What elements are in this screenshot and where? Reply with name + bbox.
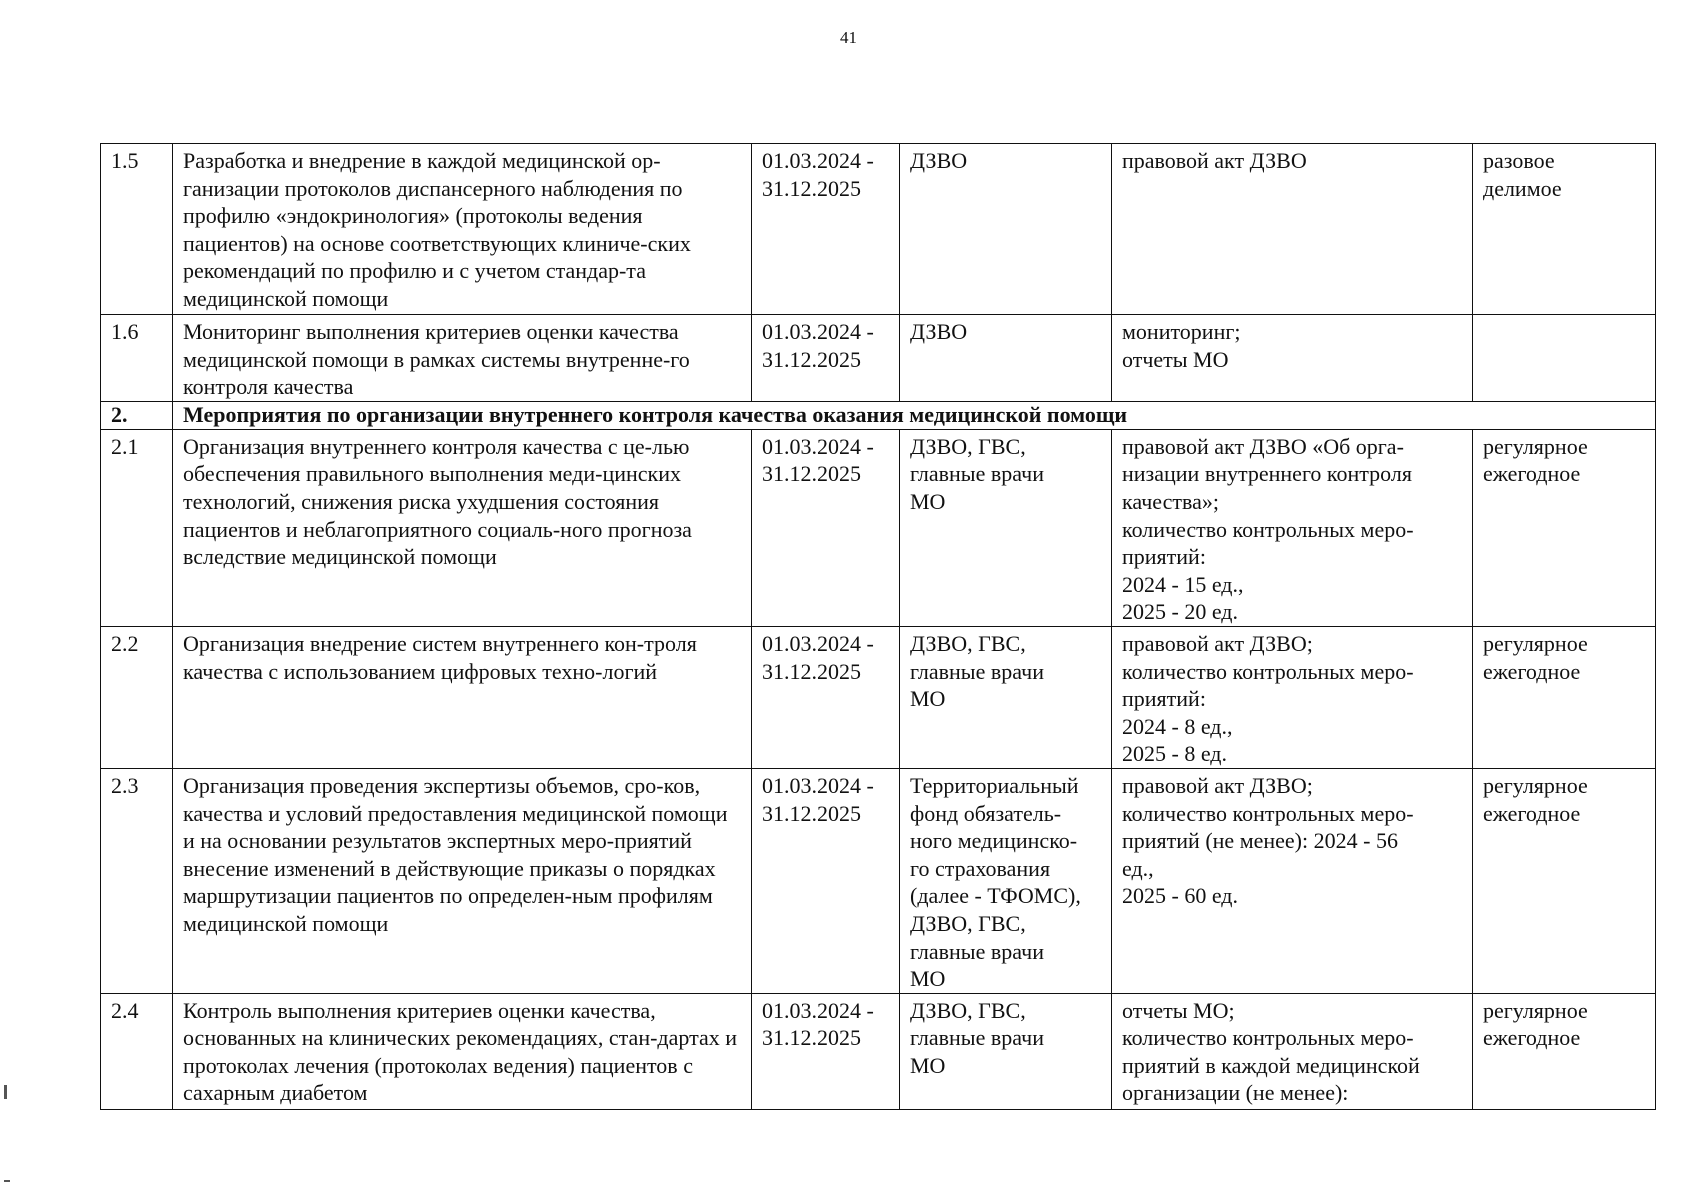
table-row-1-5 <box>101 144 1656 315</box>
page-number: 41 <box>840 28 857 47</box>
row-number: 2.4 <box>101 993 173 1109</box>
section-title: Мероприятия по организации внутреннего контроля качества оказания медицинской помощи <box>173 401 1656 429</box>
result: мониторинг; отчеты МО <box>1112 315 1473 402</box>
row-number: 2.1 <box>101 429 173 626</box>
row-number: 2.3 <box>101 768 173 993</box>
scan-edge-mark <box>4 1180 10 1182</box>
result: отчеты МО; количество контрольных меро- приятий в каждой медицинской организации (не менее): <box>1112 993 1473 1109</box>
period: 01.03.2024 - 31.12.2025 <box>752 626 900 768</box>
row-number: 1.6 <box>101 315 173 402</box>
period: 01.03.2024 - 31.12.2025 <box>752 993 900 1109</box>
frequency <box>1473 315 1656 402</box>
period: 01.03.2024 - 31.12.2025 <box>752 768 900 993</box>
result: правовой акт ДЗВО <box>1112 144 1473 315</box>
result: правовой акт ДЗВО «Об орга- низации внутреннего контроля качества»; количество контрольных меро- приятий: 2024 - 15 ед., 2025 - 20 ед. <box>1112 429 1473 626</box>
result: правовой акт ДЗВО; количество контрольных меро- приятий (не менее): 2024 - 56 ед., 2025 - 60 ед. <box>1112 768 1473 993</box>
table-row-1-6 <box>101 315 1656 402</box>
frequency: разовое делимое <box>1473 144 1656 315</box>
row-number: 2.2 <box>101 626 173 768</box>
section-number: 2. <box>101 401 173 429</box>
frequency: регулярное ежегодное <box>1473 768 1656 993</box>
measure-name: Организация проведения экспертизы объемов, сро-ков, качества и условий предоставления медицинской помощи и на основании результатов экспертных меро-приятий внесение изменений в действующие приказы о порядках маршрутизации пациентов по определен-ным профилям медицинской помощи <box>173 768 752 993</box>
table-row-2-4 <box>101 993 1656 1109</box>
measure-name: Организация внедрение систем внутреннего кон-троля качества с использованием цифровых техно-логий <box>173 626 752 768</box>
period: 01.03.2024 - 31.12.2025 <box>752 315 900 402</box>
executor: ДЗВО <box>900 144 1112 315</box>
table-row-2-2 <box>101 626 1656 768</box>
frequency: регулярное ежегодное <box>1473 429 1656 626</box>
measure-name: Мониторинг выполнения критериев оценки качества медицинской помощи в рамках системы внутренне-го контроля качества <box>173 315 752 402</box>
section-row-2 <box>101 401 1656 429</box>
result: правовой акт ДЗВО; количество контрольных меро- приятий: 2024 - 8 ед., 2025 - 8 ед. <box>1112 626 1473 768</box>
measures-table <box>100 143 1656 1110</box>
measure-name: Разработка и внедрение в каждой медицинской ор-ганизации протоколов диспансерного наблюдения по профилю «эндокринология» (протоколы ведения пациентов) на основе соответствующих клиниче-ских рекомендаций по профилю и с учетом стандар-та медицинской помощи <box>173 144 752 315</box>
executor: Территориальный фонд обязатель- ного медицинско- го страхования (далее - ТФОМС), ДЗВО, ГВС, главные врачи МО <box>900 768 1112 993</box>
executor: ДЗВО, ГВС, главные врачи МО <box>900 626 1112 768</box>
period: 01.03.2024 - 31.12.2025 <box>752 429 900 626</box>
table-row-2-3 <box>101 768 1656 993</box>
row-number: 1.5 <box>101 144 173 315</box>
scan-edge-mark <box>4 1085 7 1099</box>
frequency: регулярное ежегодное <box>1473 993 1656 1109</box>
executor: ДЗВО <box>900 315 1112 402</box>
executor: ДЗВО, ГВС, главные врачи МО <box>900 429 1112 626</box>
period: 01.03.2024 - 31.12.2025 <box>752 144 900 315</box>
executor: ДЗВО, ГВС, главные врачи МО <box>900 993 1112 1109</box>
measure-name: Организация внутреннего контроля качества с це-лью обеспечения правильного выполнения меди-цинских технологий, снижения риска ухудшения состояния пациентов и неблагоприятного социаль-ного прогноза вследствие медицинской помощи <box>173 429 752 626</box>
measure-name: Контроль выполнения критериев оценки качества, основанных на клинических рекомендациях, стан-дартах и протоколах лечения (протоколах ведения) пациентов с сахарным диабетом <box>173 993 752 1109</box>
table-row-2-1 <box>101 429 1656 626</box>
frequency: регулярное ежегодное <box>1473 626 1656 768</box>
